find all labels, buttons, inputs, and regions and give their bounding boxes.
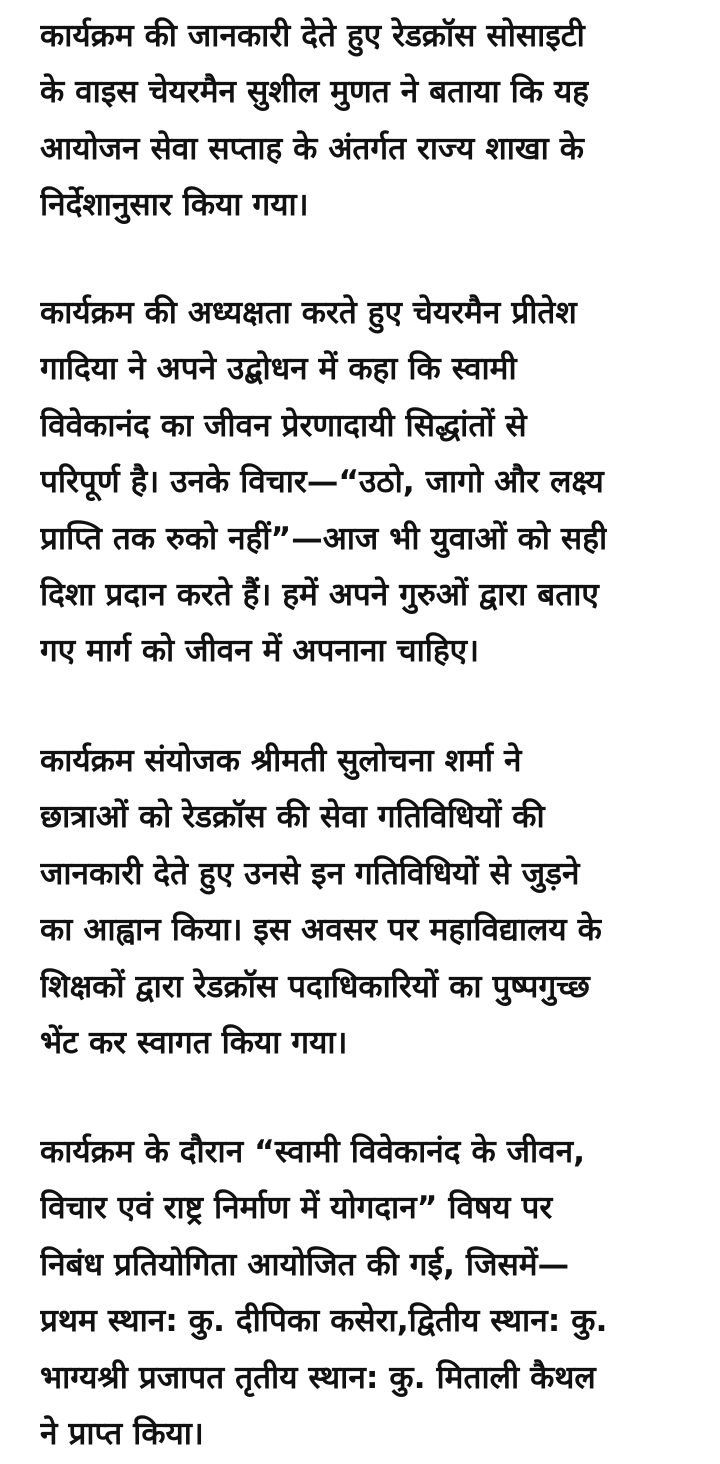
text-line: दिशा प्रदान करते हैं। हमें अपने गुरुओं द्वारा बताए xyxy=(40,576,599,613)
text-line: गए मार्ग को जीवन में अपनाना चाहिए। xyxy=(40,633,480,670)
text-line: विवेकानंद का जीवन प्रेरणादायी सिद्धांतों से xyxy=(40,407,527,444)
text-line: विचार एवं राष्ट्र निर्माण में योगदान” विषय पर xyxy=(40,1190,553,1227)
text-line: कार्यक्रम संयोजक श्रीमती सुलोचना शर्मा ने xyxy=(40,743,522,779)
text-line: गादिया ने अपने उद्बोधन में कहा कि स्वामी xyxy=(40,351,517,388)
text-line: कार्यक्रम के दौरान “स्वामी विवेकानंद के जीवन, xyxy=(40,1134,586,1170)
text-line: छात्राओं को रेडक्रॉस की सेवा गतिविधियों की xyxy=(40,799,545,836)
text-line: जानकारी देते हुए उनसे इन गतिविधियों से जुड़ने xyxy=(40,855,580,892)
text-line: निर्देशानुसार किया गया। xyxy=(40,187,309,224)
text-line: भेंट कर स्वागत किया गया। xyxy=(40,1024,348,1061)
paragraph-2 xyxy=(40,285,607,680)
text-line: प्रथम स्थान: कु. दीपिका कसेरा,द्वितीय स्थान: कु. xyxy=(40,1303,608,1340)
paragraph-4 xyxy=(40,1124,607,1462)
text-line: के वाइस चेयरमैन सुशील मुणत ने बताया कि यह xyxy=(40,74,589,111)
text-line: निबंध प्रतियोगिता आयोजित की गई, जिसमें— xyxy=(40,1246,570,1283)
text-line: कार्यक्रम की जानकारी देते हुए रेडक्रॉस सोसाइटी xyxy=(40,18,585,54)
text-line: शिक्षकों द्वारा रेडक्रॉस पदाधिकारियों का पुष्पगुच्छ xyxy=(40,968,590,1005)
text-line: कार्यक्रम की अध्यक्षता करते हुए चेयरमैन प्रीतेश xyxy=(40,295,577,331)
text-line: परिपूर्ण है। उनके विचार—“उठो, जागो और लक्ष्य xyxy=(40,464,604,501)
paragraph-1 xyxy=(40,8,589,234)
text-line: आयोजन सेवा सप्ताह के अंतर्गत राज्य शाखा के xyxy=(40,130,584,167)
text-line: भाग्यश्री प्रजापत तृतीय स्थान: कु. मिताली कैथल xyxy=(40,1359,596,1396)
paragraph-3 xyxy=(40,733,602,1071)
text-line: ने प्राप्त किया। xyxy=(40,1415,204,1452)
text-line: प्राप्ति तक रुको नहीं”—आज भी युवाओं को सही xyxy=(40,520,608,557)
text-line: का आह्वान किया। इस अवसर पर महाविद्यालय के xyxy=(40,912,602,949)
